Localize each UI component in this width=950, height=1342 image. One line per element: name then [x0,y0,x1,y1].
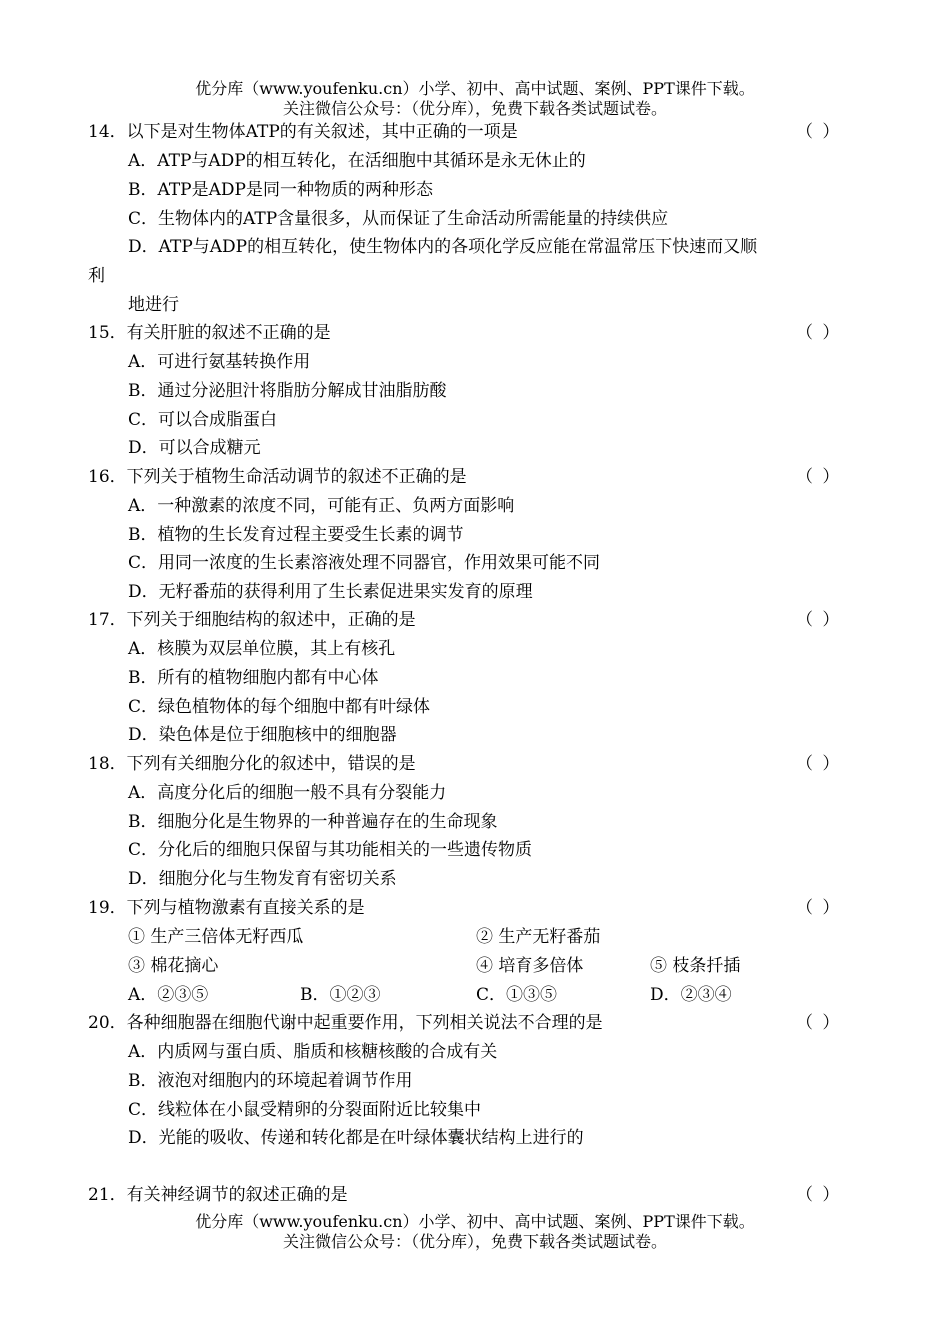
question-19-item-1: ① 生产三倍体无籽西瓜 [128,927,304,947]
question-14-option-c: C．生物体内的ATP含量很多，从而保证了生命活动所需能量的持续供应 [128,209,669,229]
question-19-option-d: D．②③④ [650,985,732,1005]
question-15-option-b: B．通过分泌胆汁将脂肪分解成甘油脂肪酸 [128,381,447,401]
question-17-option-c: C．绿色植物体的每个细胞中都有叶绿体 [128,697,431,717]
page-footer-line-2: 关注微信公众号：（优分库），免费下载各类试题试卷。 [282,1232,667,1251]
question-14-option-d-wrap: 利 [88,266,105,286]
question-18-answer-blank: （ ） [796,754,842,774]
question-19-item-3: ③ 棉花摘心 [128,956,219,976]
question-20-option-d: D．光能的吸收、传递和转化都是在叶绿体囊状结构上进行的 [128,1128,584,1148]
question-14-option-d-wrap-2: 地进行 [128,295,179,315]
question-19-option-c: C．①③⑤ [476,985,558,1005]
question-18-option-c: C．分化后的细胞只保留与其功能相关的一些遗传物质 [128,840,533,860]
page-header-line-1: 优分库（www.youfenku.cn）小学、初中、高中试题、案例、PPT课件下载。 [195,79,755,98]
question-17-answer-blank: （ ） [796,610,842,630]
question-18-option-a: A．高度分化后的细胞一般不具有分裂能力 [128,783,447,803]
question-14-option-d: D．ATP与ADP的相互转化，使生物体内的各项化学反应能在常温常压下快速而又顺 [128,237,758,257]
question-14-stem: 14．以下是对生物体ATP的有关叙述，其中正确的一项是 [88,122,518,142]
question-20-option-a: A．内质网与蛋白质、脂质和核糖核酸的合成有关 [128,1042,498,1062]
question-18-stem: 18．下列有关细胞分化的叙述中，错误的是 [88,754,416,774]
question-19-item-5: ⑤ 枝条扦插 [650,956,741,976]
question-16-answer-blank: （ ） [796,467,842,487]
question-14-option-b: B．ATP是ADP是同一种物质的两种形态 [128,180,433,200]
question-19-stem: 19．下列与植物激素有直接关系的是 [88,898,365,918]
question-15-stem: 15．有关肝脏的叙述不正确的是 [88,323,331,343]
question-20-stem: 20．各种细胞器在细胞代谢中起重要作用，下列相关说法不合理的是 [88,1013,603,1033]
question-19-option-a: A．②③⑤ [128,985,209,1005]
question-19-item-4: ④ 培育多倍体 [476,956,584,976]
question-14-option-a: A．ATP与ADP的相互转化，在活细胞中其循环是永无休止的 [128,151,586,171]
question-20-option-b: B．液泡对细胞内的环境起着调节作用 [128,1071,413,1091]
question-17-option-b: B．所有的植物细胞内都有中心体 [128,668,379,688]
question-15-option-d: D．可以合成糖元 [128,438,261,458]
question-21-stem: 21．有关神经调节的叙述正确的是 [88,1185,348,1205]
page-footer-line-1: 优分库（www.youfenku.cn）小学、初中、高中试题、案例、PPT课件下载。 [195,1212,755,1231]
question-15-option-c: C．可以合成脂蛋白 [128,410,278,430]
question-20-answer-blank: （ ） [796,1013,842,1033]
question-20-option-c: C．线粒体在小鼠受精卵的分裂面附近比较集中 [128,1100,482,1120]
question-17-option-d: D．染色体是位于细胞核中的细胞器 [128,725,397,745]
page-header-line-2: 关注微信公众号：（优分库），免费下载各类试题试卷。 [282,99,667,118]
question-17-stem: 17．下列关于细胞结构的叙述中，正确的是 [88,610,416,630]
question-15-option-a: A．可进行氨基转换作用 [128,352,311,372]
question-14-answer-blank: （ ） [796,122,842,142]
question-15-answer-blank: （ ） [796,323,842,343]
question-16-stem: 16．下列关于植物生命活动调节的叙述不正确的是 [88,467,467,487]
question-16-option-d: D．无籽番茄的获得利用了生长素促进果实发育的原理 [128,582,533,602]
question-19-item-2: ② 生产无籽番茄 [476,927,601,947]
question-16-option-b: B．植物的生长发育过程主要受生长素的调节 [128,525,464,545]
question-16-option-c: C．用同一浓度的生长素溶液处理不同器官，作用效果可能不同 [128,553,601,573]
question-16-option-a: A．一种激素的浓度不同，可能有正、负两方面影响 [128,496,515,516]
question-18-option-b: B．细胞分化是生物界的一种普遍存在的生命现象 [128,812,498,832]
question-17-option-a: A．核膜为双层单位膜，其上有核孔 [128,639,396,659]
question-21-answer-blank: （ ） [796,1185,842,1205]
question-19-option-b: B．①②③ [300,985,381,1005]
question-18-option-d: D．细胞分化与生物发育有密切关系 [128,869,397,889]
question-19-answer-blank: （ ） [796,898,842,918]
